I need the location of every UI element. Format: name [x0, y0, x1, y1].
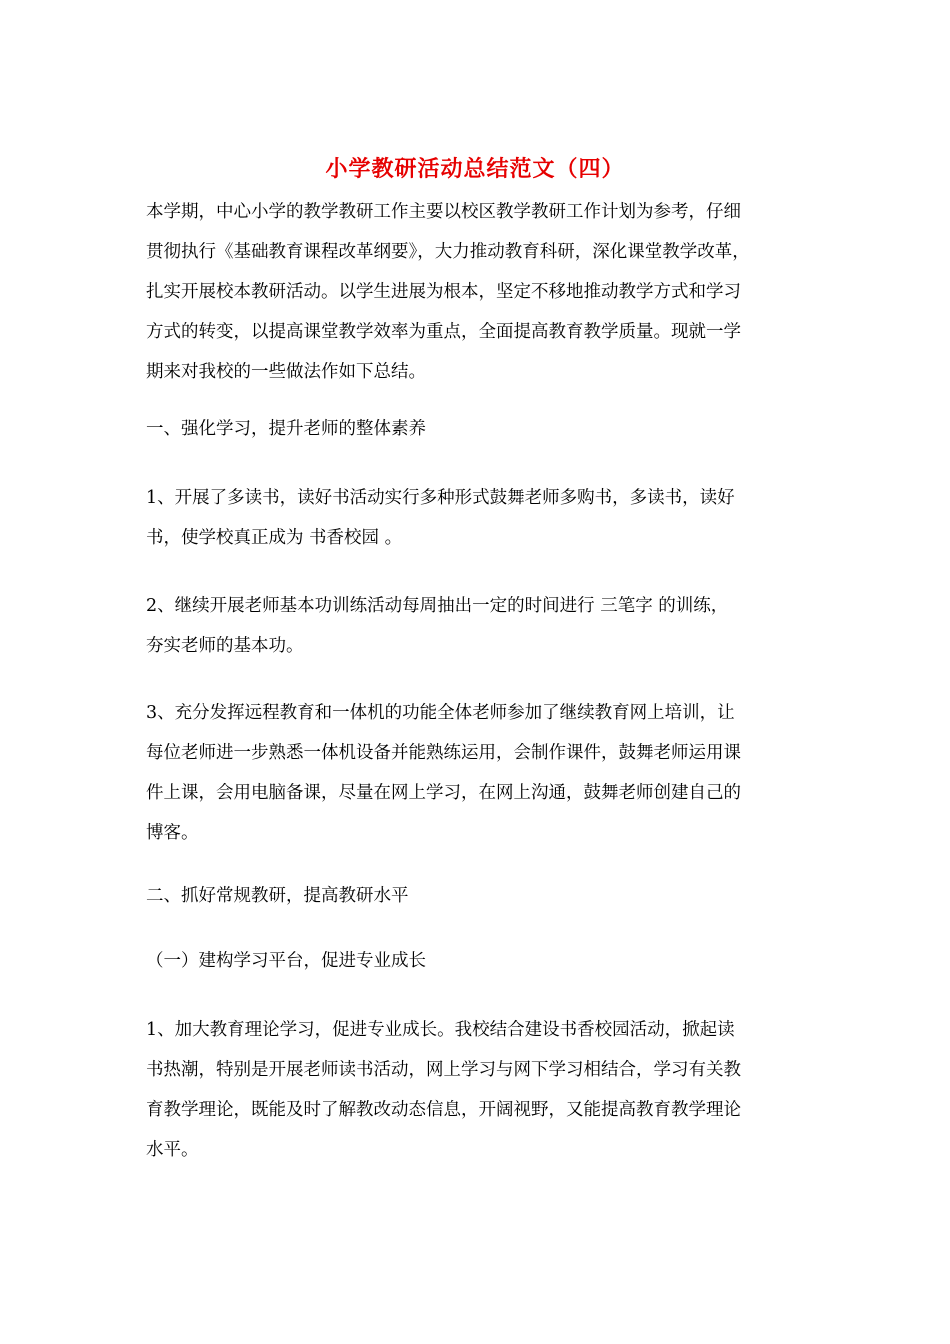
heading-text: 一、强化学习，提升老师的整体素养: [146, 419, 426, 439]
document-title: 小学教研活动总结范文（四）: [325, 156, 625, 182]
text-line: 博客。: [146, 823, 199, 843]
text-line: 期来对我校的一些做法作如下总结。: [146, 362, 426, 382]
text-line: 件上课，会用电脑备课，尽量在网上学习，在网上沟通，鼓舞老师创建自己的: [146, 783, 741, 803]
text-line: 育教学理论，既能及时了解教改动态信息，开阔视野，又能提高教育教学理论: [146, 1100, 741, 1120]
item-paragraph-3: [146, 693, 806, 853]
text-line: 本学期，中心小学的教学教研工作主要以校区教学教研工作计划为参考，仔细: [146, 202, 741, 222]
text-line: 扎实开展校本教研活动。以学生进展为根本，坚定不移地推动教学方式和学习: [146, 282, 741, 302]
text-line: 夯实老师的基本功。: [146, 636, 304, 656]
heading-text: 二、抓好常规教研，提高教研水平: [146, 886, 409, 906]
text-line: 每位老师进一步熟悉一体机设备并能熟练运用，会制作课件，鼓舞老师运用课: [146, 743, 741, 763]
text-line: 水平。: [146, 1140, 199, 1160]
text-line: 1、开展了多读书，读好书活动实行多种形式鼓舞老师多购书，多读书，读好: [146, 488, 735, 508]
item-paragraph-1: [146, 478, 806, 558]
section-heading-2: [146, 876, 806, 916]
text-line: 书，使学校真正成为 书香校园 。: [146, 528, 403, 548]
text-line: 1、加大教育理论学习，促进专业成长。我校结合建设书香校园活动，掀起读: [146, 1020, 735, 1040]
section-heading-1: [146, 409, 806, 449]
text-line: 书热潮，特别是开展老师读书活动，网上学习与网下学习相结合，学习有关教: [146, 1060, 741, 1080]
heading-text: （一）建构学习平台，促进专业成长: [146, 951, 426, 971]
text-line: 方式的转变，以提高课堂教学效率为重点，全面提高教育教学质量。现就一学: [146, 322, 741, 342]
text-line: 贯彻执行《基础教育课程改革纲要》，大力推动教育科研，深化课堂教学改革，: [146, 242, 750, 262]
text-line: 2、继续开展老师基本功训练活动每周抽出一定的时间进行 三笔字 的训练，: [146, 596, 729, 616]
intro-paragraph: [146, 192, 806, 392]
item-paragraph-2: [146, 586, 806, 666]
item-paragraph-4: [146, 1010, 806, 1170]
text-line: 3、充分发挥远程教育和一体机的功能全体老师参加了继续教育网上培训，让: [146, 703, 735, 723]
subsection-heading: [146, 941, 806, 981]
